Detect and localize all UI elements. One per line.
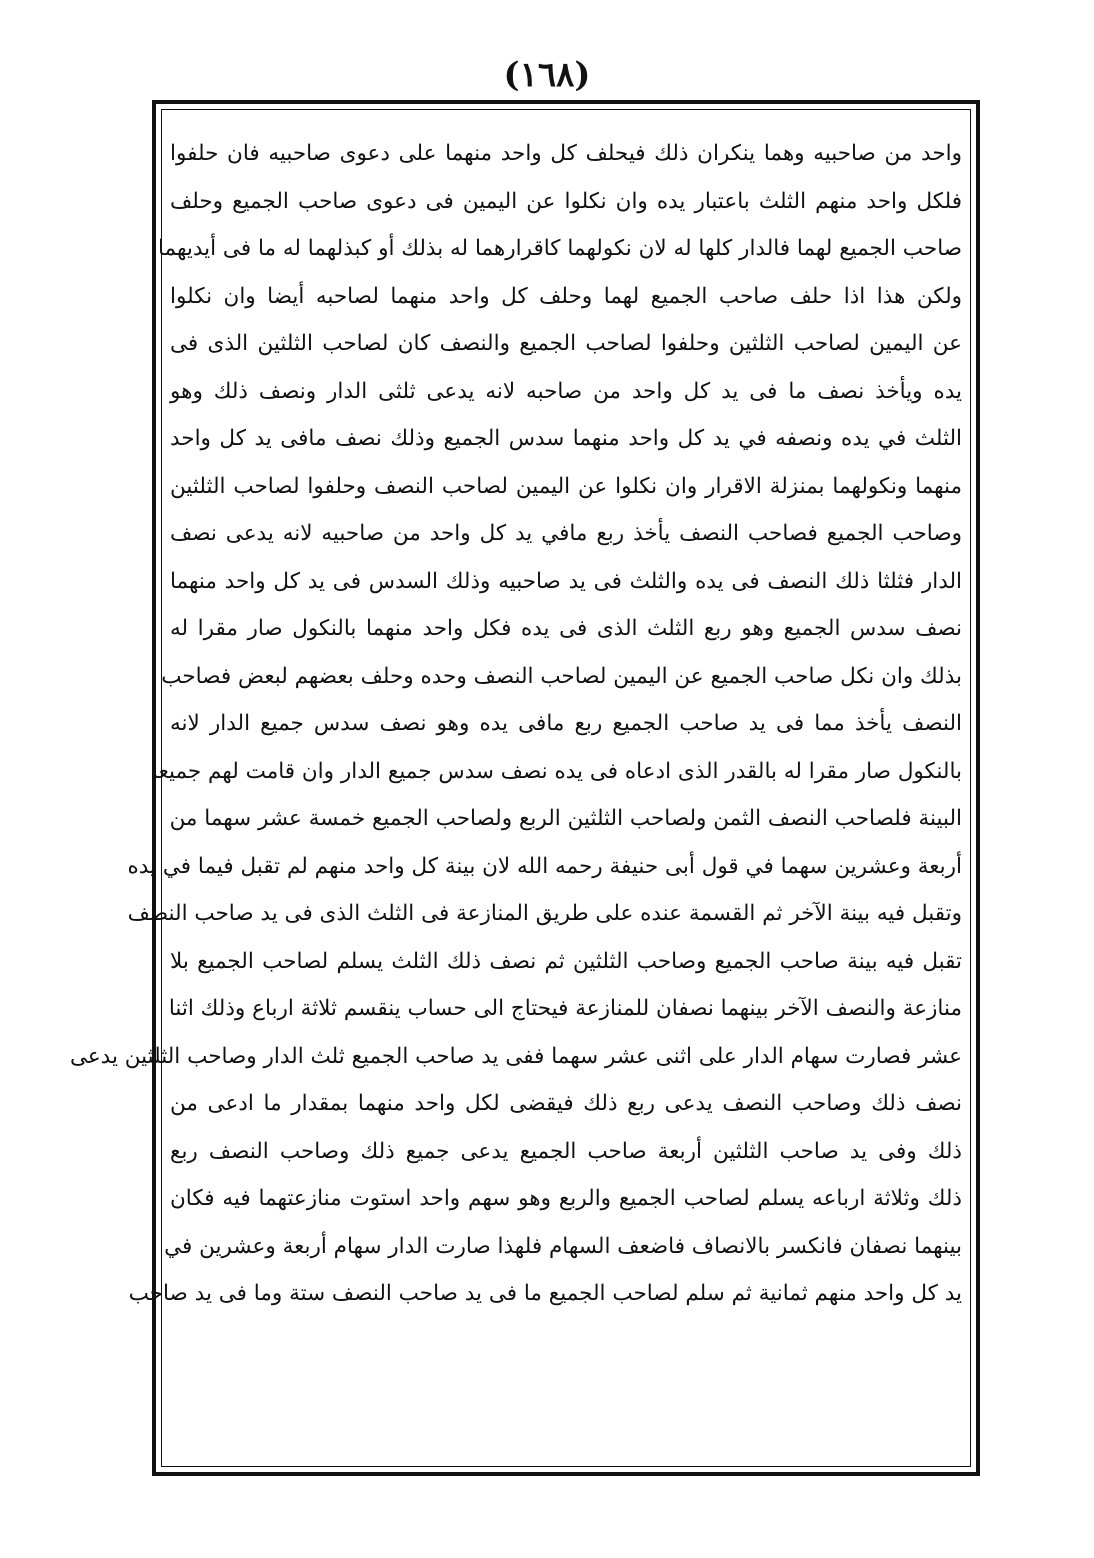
text-line-22: ذلك وفى يد صاحب الثلثين أربعة صاحب الجميع يدعى جميع ذلك وصاحب النصف ربع xyxy=(170,1138,962,1164)
text-line-10: الدار فثلثا ذلك النصف فى يده والثلث فى يد صاحبيه وذلك السدس فى يد كل واحد منهما xyxy=(170,568,962,594)
text-line-24: بينهما نصفان فانكسر بالانصاف فاضعف السهام فلهذا صارت الدار سهام أربعة وعشرين في xyxy=(164,1233,962,1259)
text-line-11: نصف سدس الجميع وهو ربع الثلث الذى فى يده فكل واحد منهما بالنكول صار مقرا له xyxy=(170,616,962,641)
text-line-5: عن اليمين لصاحب الثلثين وحلفوا لصاحب الجميع والنصف كان لصاحب الثلثين الذى فى xyxy=(170,331,962,356)
text-line-2: فلكل واحد منهم الثلث باعتبار يده وان نكلوا عن اليمين فى دعوى صاحب الجميع وحلف xyxy=(170,188,962,214)
text-line-18: تقبل فيه بينة صاحب الجميع وصاحب الثلثين ثم نصف ذلك الثلث يسلم لصاحب الجميع بلا xyxy=(170,948,962,974)
page-number: (١٦٨) xyxy=(503,55,591,95)
text-line-23: ذلك وثلاثة ارباعه يسلم لصاحب الجميع والربع وهو سهم واحد استوت منازعتهما فيه فكان xyxy=(170,1186,962,1211)
text-line-19: منازعة والنصف الآخر بينهما نصفان للمنازعة فيحتاج الى حساب ينقسم ثلاثة ارباع وذلك اثنا xyxy=(168,996,962,1021)
text-line-21: نصف ذلك وصاحب النصف يدعى ربع ذلك فيقضى لكل واحد منهما بمقدار ما ادعى من xyxy=(170,1091,962,1116)
text-line-13: النصف يأخذ مما فى يد صاحب الجميع ربع مافى يده وهو نصف سدس جميع الدار لانه xyxy=(170,711,962,736)
page-border-inner xyxy=(69,109,971,1467)
text-line-12: بذلك وان نكل صاحب الجميع عن اليمين لصاحب النصف وحده وحلف بعضهم لبعض فصاحب xyxy=(161,663,962,689)
page-border xyxy=(69,100,980,1476)
text-line-3: صاحب الجميع لهما فالدار كلها له لان نكولهما كاقرارهما له بذلك أو كبذلهما له ما فى أيديهما xyxy=(157,236,962,261)
text-line-15: البينة فلصاحب النصف الثمن ولصاحب الثلثين الربع ولصاحب الجميع خمسة عشر سهما من xyxy=(169,806,962,831)
text-line-7: الثلث في يده ونصفه في يد كل واحد منهما سدس الجميع وذلك نصف مافى يد كل واحد xyxy=(170,426,962,451)
text-line-1: واحد من صاحبيه وهما ينكران ذلك فيحلف كل واحد منهما على دعوى صاحبيه فان حلفوا xyxy=(170,141,962,166)
text-line-6: يده ويأخذ نصف ما فى يد كل واحد من صاحبه لانه يدعى ثلثى الدار ونصف ذلك وهو xyxy=(170,378,962,404)
text-line-4: ولكن هذا اذا حلف صاحب الجميع لهما وحلف كل واحد منهما لصاحبه أيضا وان نكلوا xyxy=(170,283,962,309)
text-body xyxy=(69,130,962,1318)
text-line-25: يد كل واحد منهم ثمانية ثم سلم لصاحب الجميع ما فى يد صاحب النصف ستة وما فى يد صاحب xyxy=(128,1281,962,1306)
text-line-16: أربعة وعشرين سهما في قول أبى حنيفة رحمه الله لان بينة كل واحد منهم لم تقبل فيما في يده xyxy=(127,853,962,879)
text-line-17: وتقبل فيه بينة الآخر ثم القسمة عنده على طريق المنازعة فى الثلث الذى فى يد صاحب النصف xyxy=(127,901,962,926)
text-line-20: عشر فصارت سهام الدار على اثنى عشر سهما ففى يد صاحب الجميع ثلث الدار وصاحب الثلثين يدعى xyxy=(69,1043,962,1069)
text-line-9: وصاحب الجميع فصاحب النصف يأخذ ربع مافي يد كل واحد من صاحبيه لانه يدعى نصف xyxy=(170,521,962,546)
text-line-14: بالنكول صار مقرا له بالقدر الذى ادعاه فى يده نصف سدس جميع الدار وان قامت لهم جميعا xyxy=(152,758,962,784)
text-line-8: منهما ونكولهما بمنزلة الاقرار وان نكلوا عن اليمين لصاحب النصف وحلفوا لصاحب الثلثين xyxy=(170,473,962,499)
